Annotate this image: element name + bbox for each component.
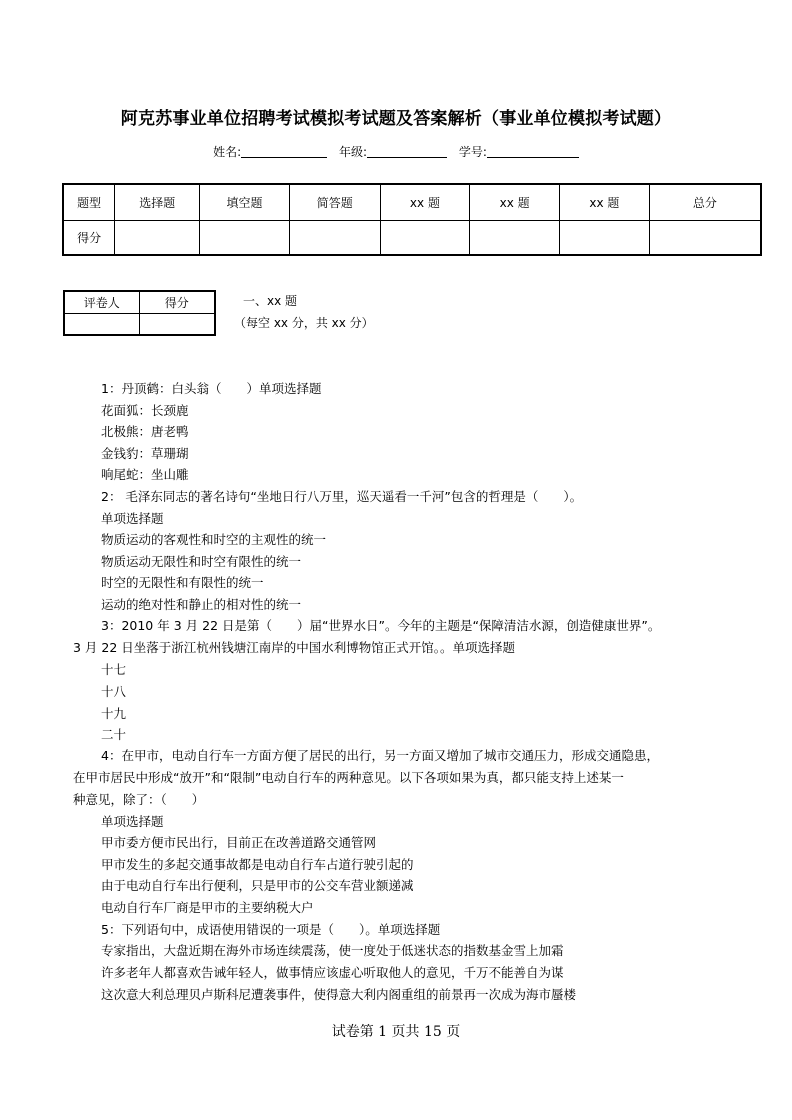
question-type-line: 单项选择题 bbox=[101, 511, 164, 526]
option-line: 物质运动无限性和时空有限性的统一 bbox=[101, 554, 302, 569]
section-heading: 一、xx 题 bbox=[243, 294, 298, 308]
question-type-line: 单项选择题 bbox=[101, 814, 164, 829]
grader-header-cell: 评卷人 bbox=[64, 291, 139, 314]
score-cell bbox=[200, 221, 290, 256]
grader-header-cell: 得分 bbox=[139, 291, 215, 314]
option-line: 花面狐：长颈鹿 bbox=[101, 403, 189, 418]
question-line: 3：2010 年 3 月 22 日是第（ ）届“世界水日”。今年的主题是“保障清洁水源，创造健康世界”。 bbox=[101, 618, 661, 633]
option-line: 甲市委方便市民出行，目前正在改善道路交通管网 bbox=[101, 835, 377, 850]
student-info-line bbox=[0, 143, 792, 160]
option-line: 电动自行车厂商是甲市的主要纳税大户 bbox=[101, 900, 314, 915]
option-line: 北极熊：唐老鸭 bbox=[101, 424, 189, 439]
option-line: 这次意大利总理贝卢斯科尼遭袭事件，使得意大利内阁重组的前景再一次成为海市蜃楼 bbox=[101, 987, 577, 1002]
score-cell bbox=[560, 221, 650, 256]
question-line: 在甲市居民中形成“放开”和“限制”电动自行车的两种意见。以下各项如果为真，都只能支持上述某一 bbox=[73, 770, 624, 785]
page-footer: 试卷第 1 页共 15 页 bbox=[331, 1024, 461, 1040]
score-header-cell: xx 题 bbox=[380, 184, 470, 221]
grade-label: 年级: bbox=[338, 145, 368, 159]
option-line: 响尾蛇：坐山雕 bbox=[101, 467, 189, 482]
option-line: 金钱豹：草珊瑚 bbox=[101, 446, 189, 461]
score-cell bbox=[470, 221, 560, 256]
score-header-cell: 总分 bbox=[649, 184, 761, 221]
option-line: 物质运动的客观性和时空的主观性的统一 bbox=[101, 532, 327, 547]
option-line: 专家指出，大盘近期在海外市场连续震荡，使一度处于低迷状态的指数基金雪上加霜 bbox=[101, 943, 564, 958]
question-line: 种意见，除了：（ ） bbox=[73, 792, 205, 807]
grader-cell bbox=[139, 314, 215, 336]
score-header-cell: xx 题 bbox=[470, 184, 560, 221]
option-line: 二十 bbox=[101, 727, 127, 742]
name-blank bbox=[241, 145, 327, 158]
page-title: 阿克苏事业单位招聘考试模拟考试题及答案解析（事业单位模拟考试题） bbox=[120, 109, 672, 129]
grader-table bbox=[63, 290, 216, 336]
question-line: 4：在甲市，电动自行车一方面方便了居民的出行，另一方面又增加了城市交通压力，形成交通隐患， bbox=[101, 748, 659, 763]
score-cell bbox=[289, 221, 380, 256]
option-line: 十七 bbox=[101, 662, 127, 677]
question-line: 3 月 22 日坐落于浙江杭州钱塘江南岸的中国水利博物馆正式开馆。。单项选择题 bbox=[73, 640, 516, 655]
question-line: 5：下列语句中，成语使用错误的一项是（ ）。单项选择题 bbox=[101, 922, 441, 937]
id-label: 学号: bbox=[458, 145, 487, 159]
option-line: 十八 bbox=[101, 684, 127, 699]
score-header-cell: xx 题 bbox=[560, 184, 650, 221]
option-line: 运动的绝对性和静止的相对性的统一 bbox=[101, 597, 302, 612]
option-line: 许多老年人都喜欢告诫年轻人，做事情应该虚心听取他人的意见，千万不能善自为谋 bbox=[101, 965, 564, 980]
score-cell bbox=[115, 221, 200, 256]
option-line: 十九 bbox=[101, 706, 127, 721]
score-header-cell: 填空题 bbox=[200, 184, 290, 221]
score-cell bbox=[380, 221, 470, 256]
option-line: 甲市发生的多起交通事故都是电动自行车占道行驶引起的 bbox=[101, 857, 414, 872]
score-cell bbox=[649, 221, 761, 256]
score-header-cell: 题型 bbox=[63, 184, 115, 221]
question-line: 1：丹顶鹤：白头翁（ ）单项选择题 bbox=[101, 381, 322, 396]
score-table bbox=[62, 183, 762, 256]
score-row-label: 得分 bbox=[63, 221, 115, 256]
name-label: 姓名: bbox=[213, 145, 242, 159]
grade-blank bbox=[367, 145, 447, 158]
score-header-cell: 选择题 bbox=[115, 184, 200, 221]
section-note: （每空 xx 分，共 xx 分） bbox=[234, 316, 374, 330]
score-header-cell: 简答题 bbox=[289, 184, 380, 221]
option-line: 时空的无限性和有限性的统一 bbox=[101, 575, 264, 590]
id-blank bbox=[487, 145, 579, 158]
option-line: 由于电动自行车出行便利，只是甲市的公交车营业额递减 bbox=[101, 878, 414, 893]
grader-cell bbox=[64, 314, 139, 336]
question-line: 2： 毛泽东同志的著名诗句“坐地日行八万里，巡天遥看一千河”包含的哲理是（ ）。 bbox=[101, 489, 583, 504]
